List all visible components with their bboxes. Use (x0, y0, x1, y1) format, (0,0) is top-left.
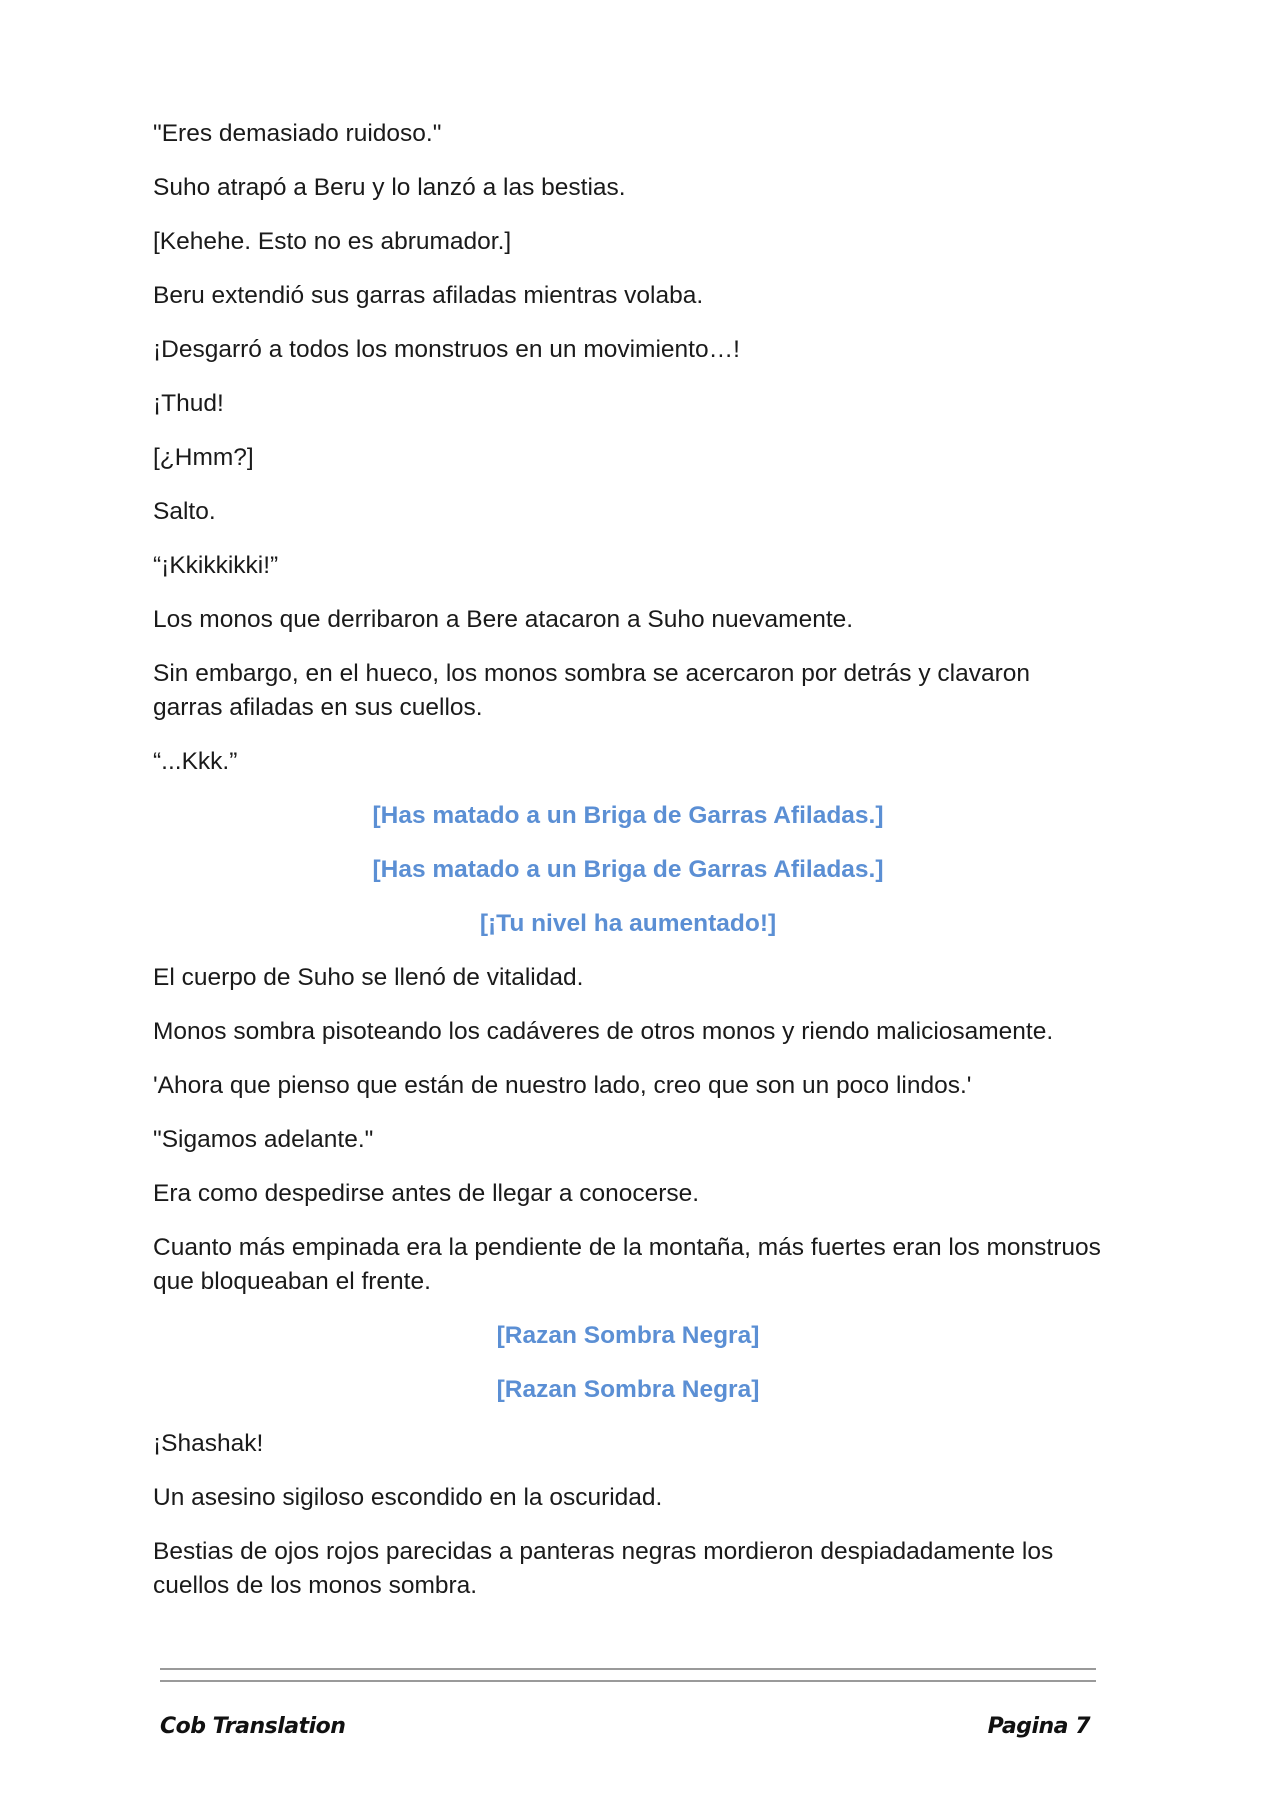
story-paragraph: ¡Shashak! (153, 1430, 264, 1457)
story-paragraph: “¡Kkikkikki!” (153, 552, 279, 579)
story-paragraph: El cuerpo de Suho se llenó de vitalidad. (153, 964, 584, 991)
footer-page-number: Pagina 7 (987, 1714, 1090, 1739)
system-message: [Has matado a un Briga de Garras Afiladas.] (372, 802, 884, 829)
story-paragraph: "Eres demasiado ruidoso." (153, 120, 442, 147)
story-paragraph: [¿Hmm?] (153, 444, 254, 471)
system-message: [Razan Sombra Negra] (496, 1322, 760, 1349)
story-paragraph: Monos sombra pisoteando los cadáveres de otros monos y riendo maliciosamente. (153, 1018, 1054, 1045)
story-paragraph: Cuanto más empinada era la pendiente de la montaña, más fuertes eran los monstruos que bloqueaban el frente. (153, 1234, 1101, 1295)
story-paragraph: “...Kkk.” (153, 748, 238, 775)
footer-divider-bottom (160, 1680, 1096, 1682)
page-content (153, 117, 1103, 1623)
story-paragraph: Beru extendió sus garras afiladas mientras volaba. (153, 282, 704, 309)
story-paragraph: Bestias de ojos rojos parecidas a panteras negras mordieron despiadadamente los cuellos de los monos sombra. (153, 1538, 1054, 1599)
system-message: [Razan Sombra Negra] (496, 1376, 760, 1403)
story-paragraph: ¡Desgarró a todos los monstruos en un movimiento…! (153, 336, 740, 363)
story-paragraph: [Kehehe. Esto no es abrumador.] (153, 228, 512, 255)
footer-source-label: Cob Translation (160, 1714, 346, 1739)
story-paragraph: Salto. (153, 498, 216, 525)
story-paragraph: Los monos que derribaron a Bere atacaron a Suho nuevamente. (153, 606, 854, 633)
story-paragraph: ¡Thud! (153, 390, 224, 417)
story-paragraph: "Sigamos adelante." (153, 1126, 374, 1153)
story-paragraph: Suho atrapó a Beru y lo lanzó a las bestias. (153, 174, 626, 201)
story-paragraph: Sin embargo, en el hueco, los monos sombra se acercaron por detrás y clavaron garras afiladas en sus cuellos. (153, 660, 1031, 721)
story-paragraph: Era como despedirse antes de llegar a conocerse. (153, 1180, 700, 1207)
story-paragraph: 'Ahora que pienso que están de nuestro lado, creo que son un poco lindos.' (153, 1072, 972, 1099)
story-paragraph: Un asesino sigiloso escondido en la oscuridad. (153, 1484, 663, 1511)
system-message: [¡Tu nivel ha aumentado!] (479, 910, 777, 937)
footer-divider-top (160, 1668, 1096, 1670)
system-message: [Has matado a un Briga de Garras Afiladas.] (372, 856, 884, 883)
